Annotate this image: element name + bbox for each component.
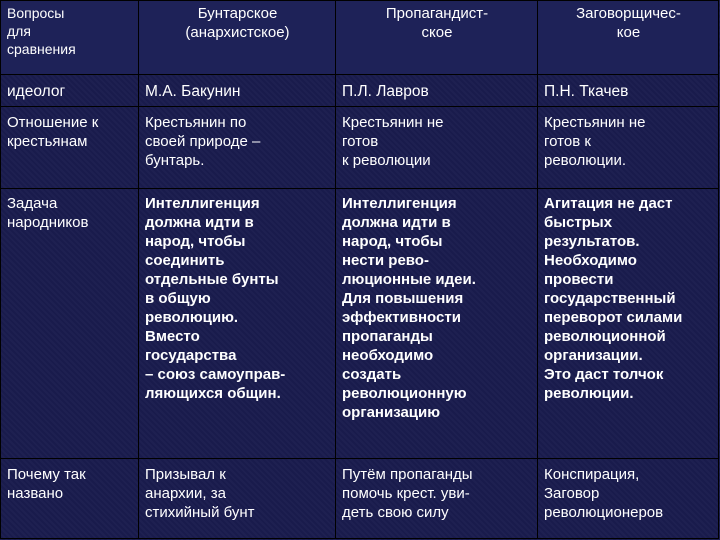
header-rebel: Бунтарское (анархистское) bbox=[139, 1, 336, 75]
cell-conspiracy-task: Агитация не даст быстрых результатов. Необходимо провести государственный переворот силами революционной организации. Это даст толчок революции. bbox=[538, 189, 719, 459]
cell-rebel-task: Интеллигенция должна идти в народ, чтобы соединить отдельные бунты в общую революцию. Вместо государства – союз самоуправ- ляющихся общин. bbox=[139, 189, 336, 459]
row-label-naming: Почему так названо bbox=[1, 459, 139, 539]
cell-propaganda-ideolog: П.Л. Лавров bbox=[336, 75, 538, 107]
cell-conspiracy-peasants: Крестьянин не готов к революции. bbox=[538, 107, 719, 189]
cell-conspiracy-ideolog: П.Н. Ткачев bbox=[538, 75, 719, 107]
header-propaganda: Пропагандист- ское bbox=[336, 1, 538, 75]
cell-rebel-naming: Призывал к анархии, за стихийный бунт bbox=[139, 459, 336, 539]
table-row bbox=[1, 189, 719, 459]
cell-rebel-peasants: Крестьянин по своей природе – бунтарь. bbox=[139, 107, 336, 189]
cell-propaganda-task: Интеллигенция должна идти в народ, чтобы нести рево- люционные идеи. Для повышения эффективности пропаганды необходимо создать революционную организацию bbox=[336, 189, 538, 459]
row-label-ideolog: идеолог bbox=[1, 75, 139, 107]
header-row bbox=[1, 1, 719, 75]
cell-conspiracy-naming: Конспирация, Заговор революционеров bbox=[538, 459, 719, 539]
table-row bbox=[1, 107, 719, 189]
cell-propaganda-peasants: Крестьянин не готов к революции bbox=[336, 107, 538, 189]
cell-propaganda-naming: Путём пропаганды помочь крест. уви- деть свою силу bbox=[336, 459, 538, 539]
table-row bbox=[1, 75, 719, 107]
header-conspiracy: Заговорщичес- кое bbox=[538, 1, 719, 75]
header-questions: Вопросы для сравнения bbox=[1, 1, 139, 75]
row-label-peasants: Отношение к крестьянам bbox=[1, 107, 139, 189]
table-row bbox=[1, 459, 719, 539]
row-label-task: Задача народников bbox=[1, 189, 139, 459]
cell-rebel-ideolog: М.А. Бакунин bbox=[139, 75, 336, 107]
